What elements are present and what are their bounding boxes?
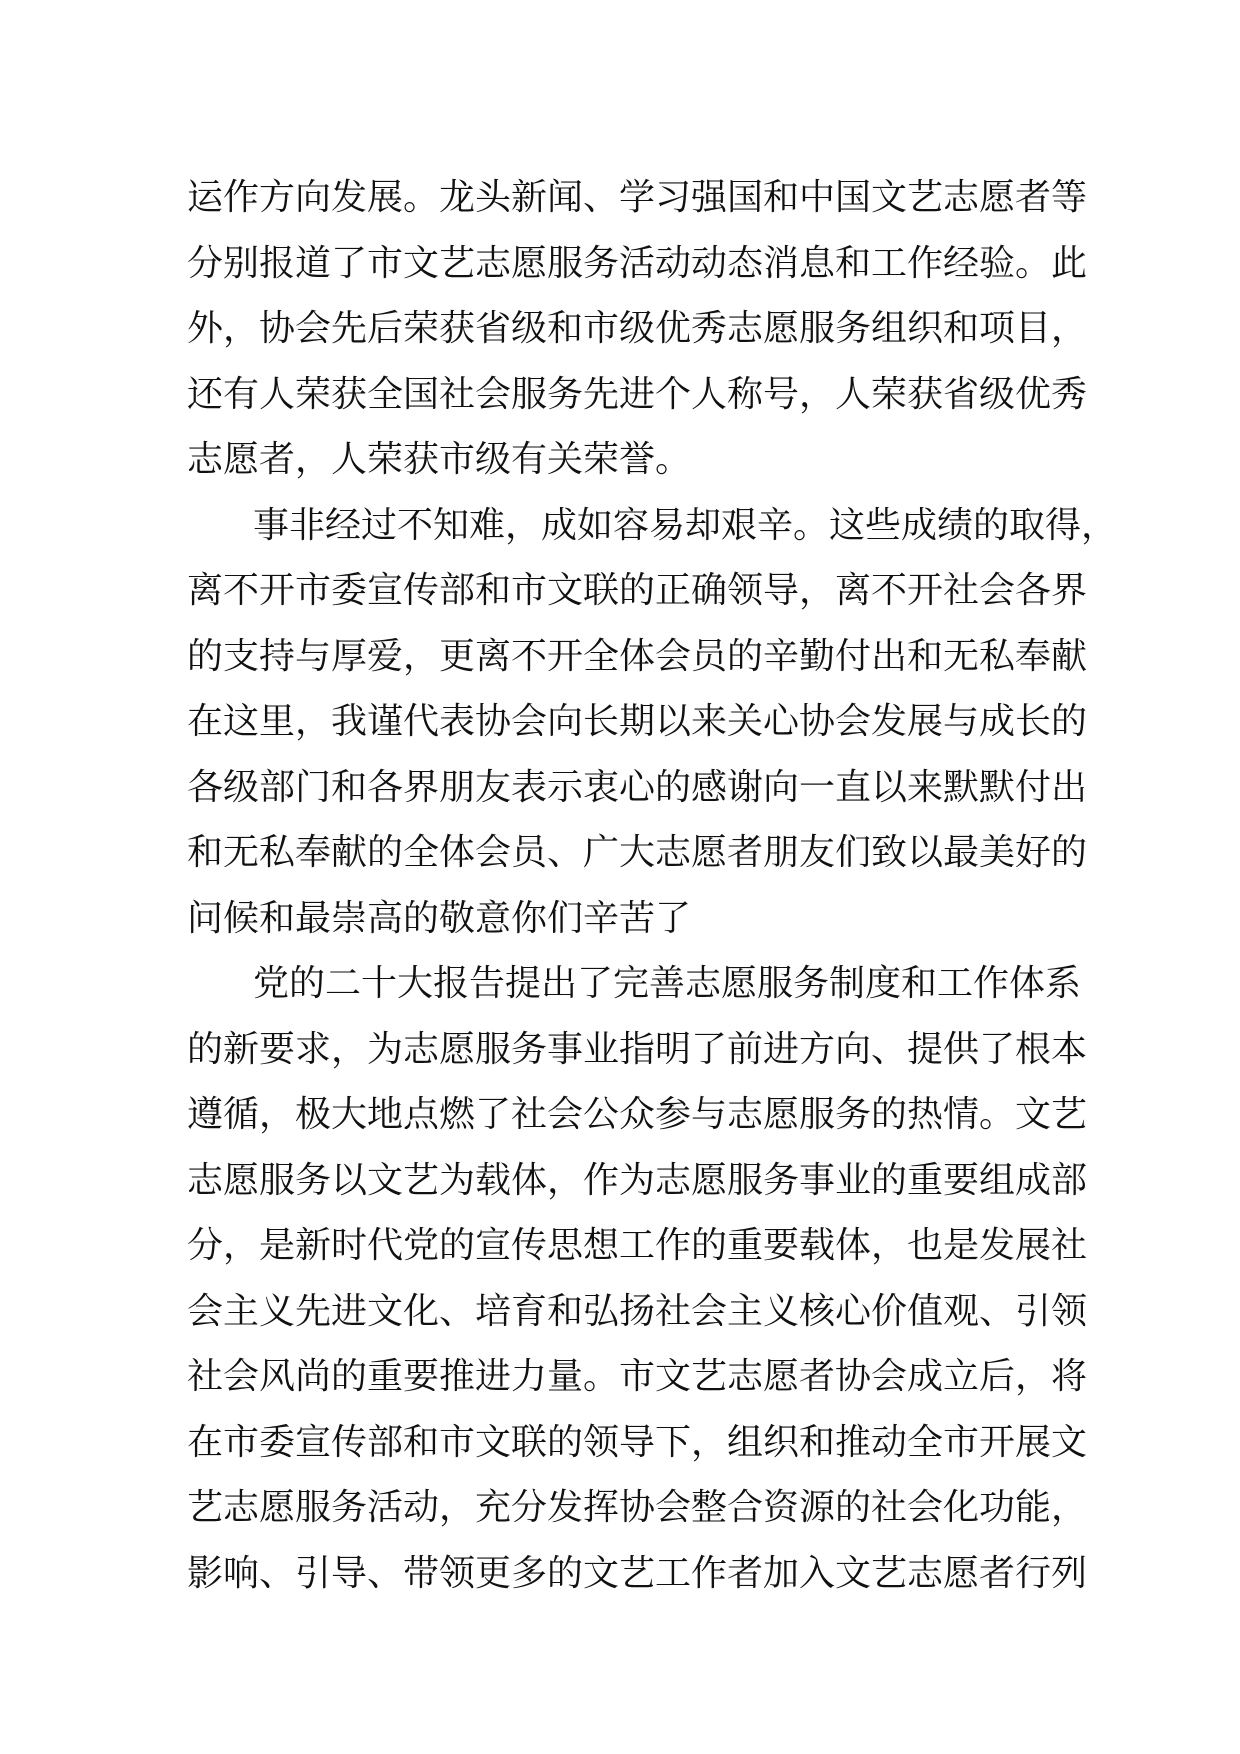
text-line: 的新要求，为志愿服务事业指明了前进方向、提供了根本 <box>187 1028 1088 1070</box>
text-line: 在这里，我谨代表协会向长期以来关心协会发展与成长的 <box>187 701 1088 742</box>
text-line: 问候和最崇高的敬意你们辛苦了 <box>187 897 692 939</box>
text-line: 还有人荣获全国社会服务先进个人称号，人荣获省级优秀 <box>187 373 1088 415</box>
text-line: 各级部门和各界朋友表示衷心的感谢向一直以来默默付出 <box>187 766 1088 808</box>
text-line: 运作方向发展。龙头新闻、学习强国和中国文艺志愿者等 <box>187 177 1088 218</box>
text-line: 艺志愿服务活动，充分发挥协会整合资源的社会化功能， <box>187 1487 1088 1528</box>
paragraph-3 <box>187 951 1087 1606</box>
text-line: 党的二十大报告提出了完善志愿服务制度和工作体系 <box>253 963 1082 1004</box>
text-line: 会主义先进文化、培育和弘扬社会主义核心价值观、引领 <box>187 1290 1088 1332</box>
text-line: 离不开市委宣传部和市文联的正确领导，离不开社会各界 <box>187 570 1088 611</box>
text-line: 的支持与厚爱，更离不开全体会员的辛勤付出和无私奉献 <box>187 635 1088 677</box>
paragraph-1 <box>187 165 1087 493</box>
text-line: 遵循，极大地点燃了社会公众参与志愿服务的热情。文艺 <box>187 1094 1088 1135</box>
text-line: 分别报道了市文艺志愿服务活动动态消息和工作经验。此 <box>187 242 1088 284</box>
text-line: 影响、引导、带领更多的文艺工作者加入文艺志愿者行列 <box>187 1552 1088 1594</box>
text-line: 和无私奉献的全体会员、广大志愿者朋友们致以最美好的 <box>187 832 1088 873</box>
text-line: 在市委宣传部和市文联的领导下，组织和推动全市开展文 <box>187 1421 1088 1463</box>
text-line: 外，协会先后荣获省级和市级优秀志愿服务组织和项目， <box>187 308 1088 349</box>
text-line: 志愿者，人荣获市级有关荣誉。 <box>187 439 692 480</box>
body-text <box>187 165 1118 1606</box>
text-line: 事非经过不知难，成如容易却艰辛。这些成绩的取得， <box>253 504 1118 546</box>
paragraph-2 <box>187 493 1118 952</box>
text-line: 分，是新时代党的宣传思想工作的重要载体，也是发展社 <box>187 1225 1088 1266</box>
text-line: 志愿服务以文艺为载体，作为志愿服务事业的重要组成部 <box>187 1159 1088 1201</box>
text-line: 社会风尚的重要推进力量。市文艺志愿者协会成立后，将 <box>187 1356 1088 1397</box>
